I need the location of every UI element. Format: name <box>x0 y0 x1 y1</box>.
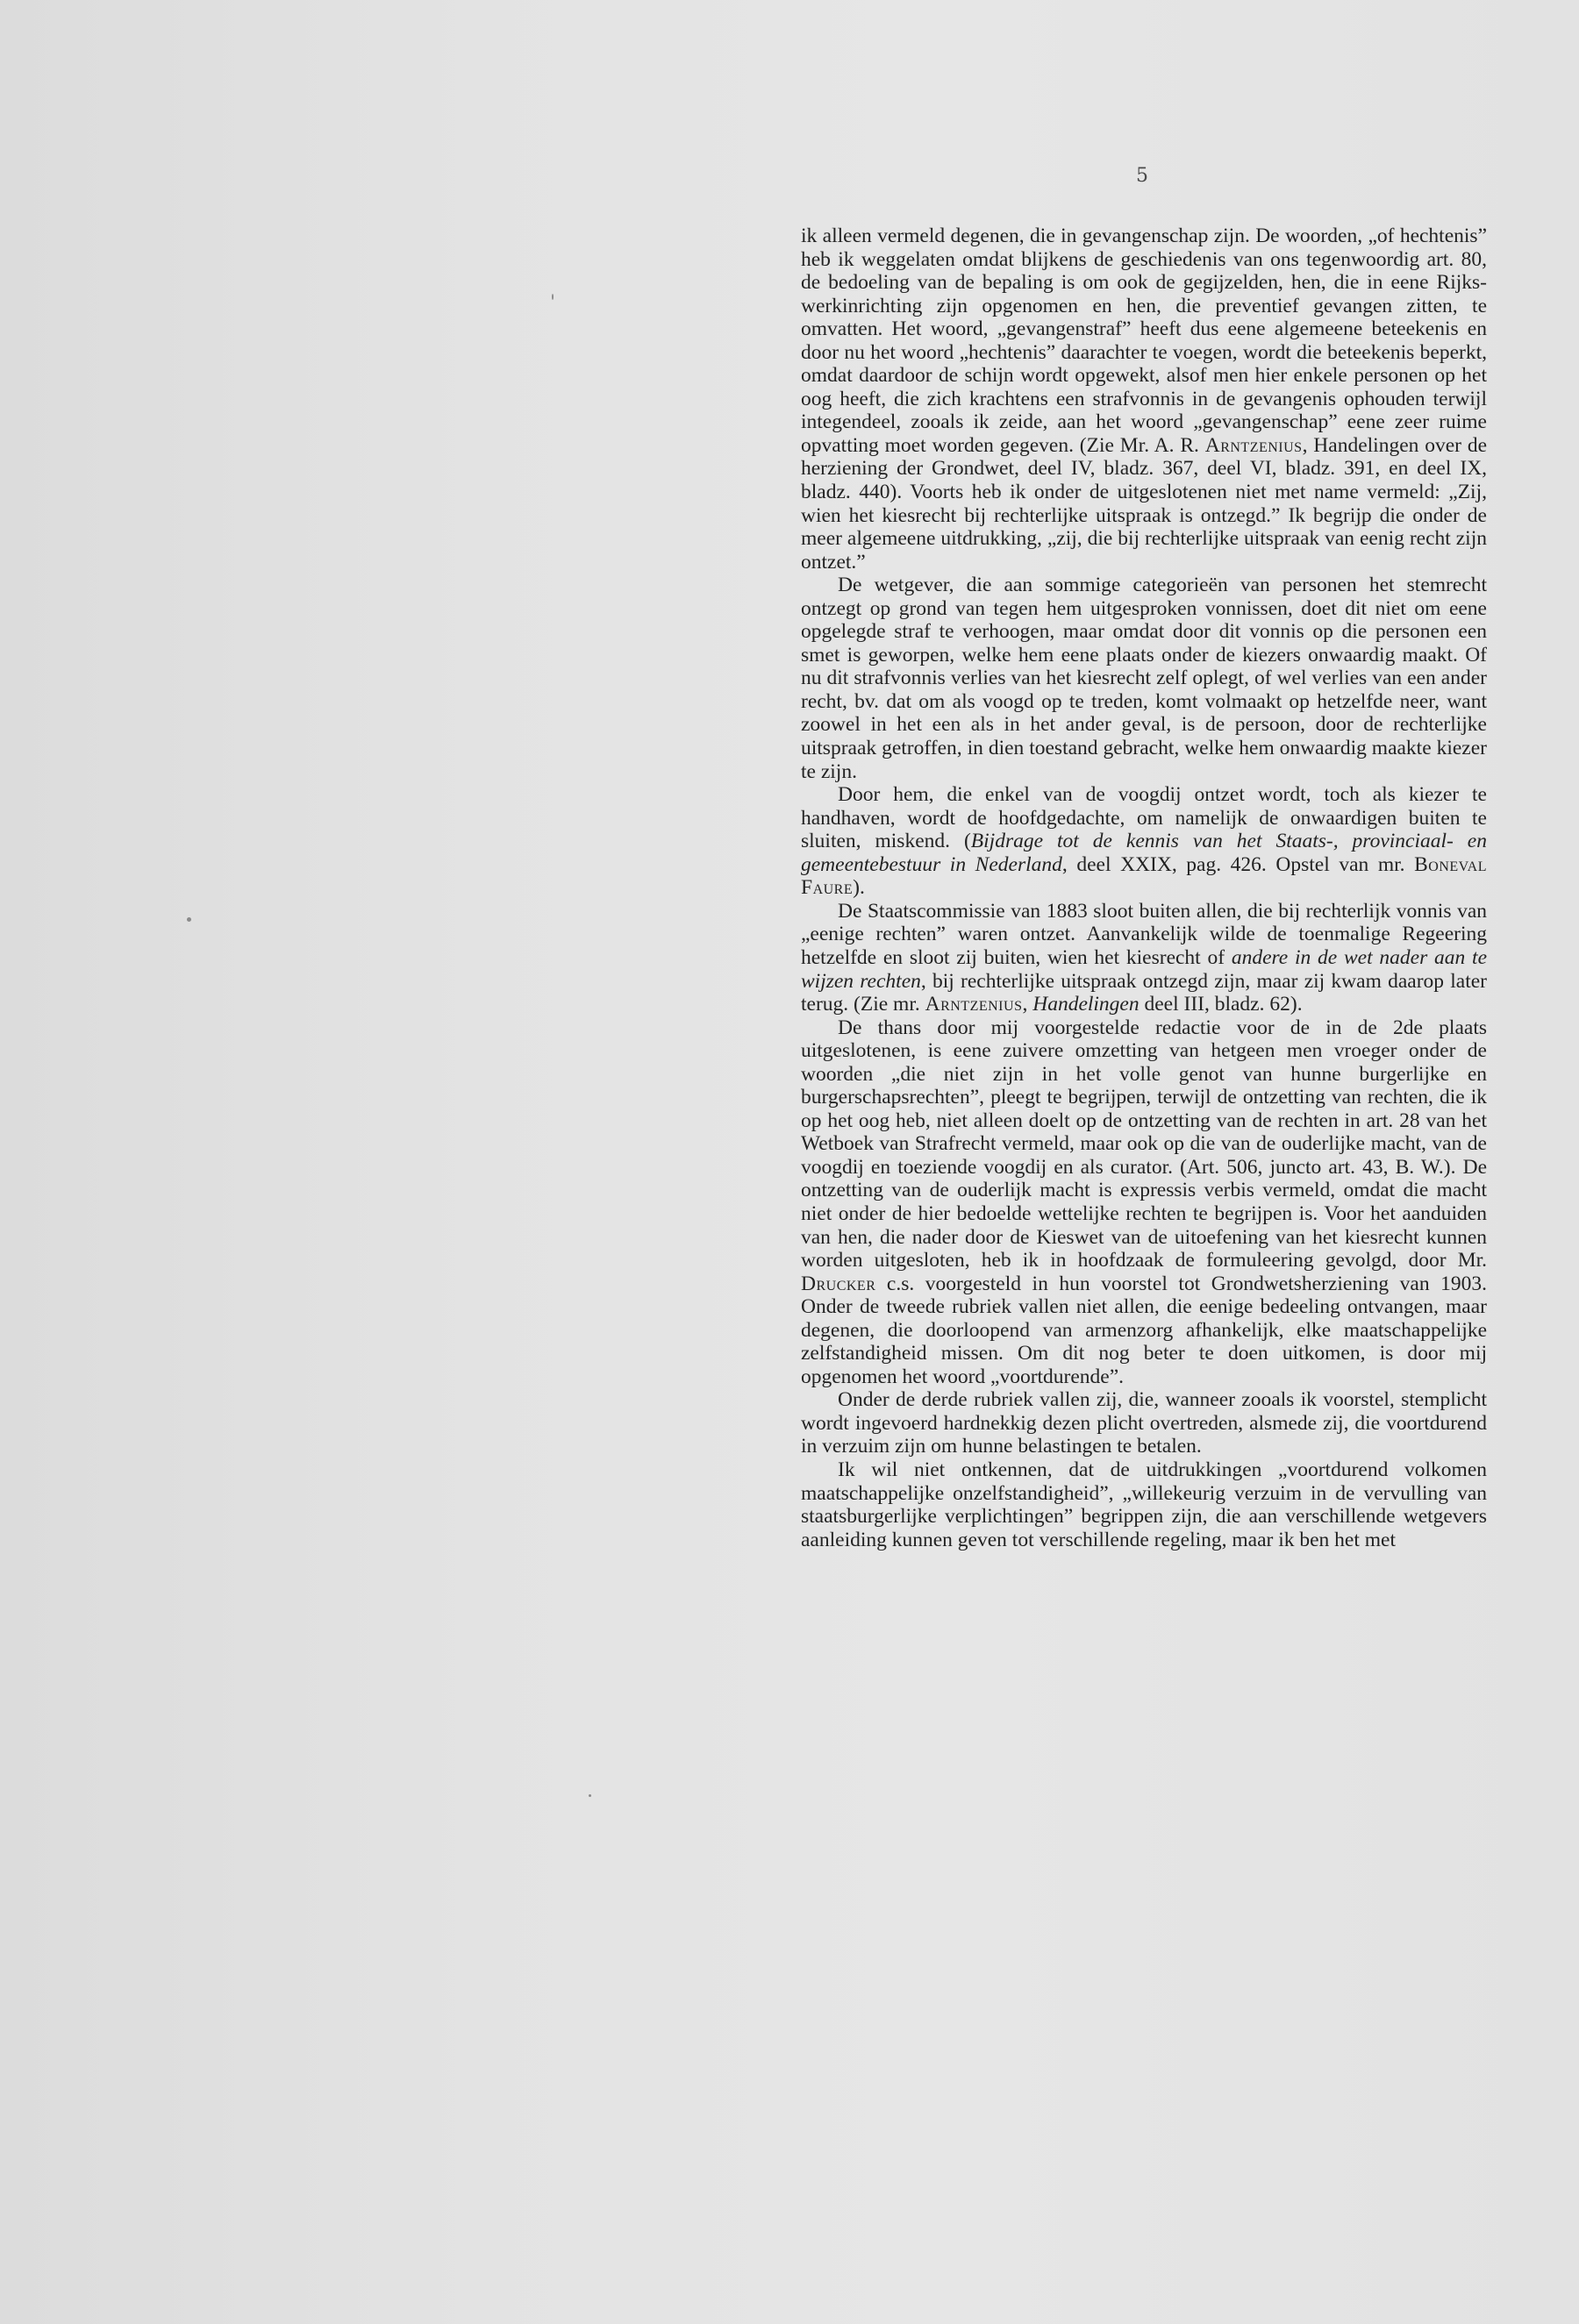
author-name: Drucker <box>801 1272 876 1295</box>
text-run: , Handelingen over de herziening der Grondwet, deel IV, bladz. 367, deel VI, bladz. 391, en deel IX, bladz. 440). Voorts heb ik onder de uitgeslotenen niet met name vermeld: „Zij, wien het kiesrecht bij rechterlijke uitspraak is ontzegd.” Ik begrijp die onder de meer algemeene uitdrukking, „zij, die bij rechterlijke uitspraak van eenig recht zijn ontzet.” <box>801 433 1487 574</box>
text-run: ik alleen vermeld degenen, die in gevangenschap zijn. De woorden, „of hechtenis” heb ik weggelaten omdat blijkens de geschiedenis van ons tegenwoordig art. 80, de bedoeling van de bepaling is om ook de gegijzelden, hen, die in eene Rijkswerkinrichting zijn opgenomen en hen, die preventief gevangen zitten, te omvatten. Het woord, „gevangenstraf” heeft dus eene algemeene beteekenis en door nu het woord „hechtenis” daarachter te voegen, wordt die beteekenis beperkt, omdat daardoor de schijn wordt opgewekt, alsof men hier enkele personen op het oog heeft, die zich krachtens een strafvonnis in de gevangenis ophouden terwijl integendeel, zooals ik zeide, aan het woord „gevangenschap” eene zeer ruime opvatting moet worden gegeven. (Zie Mr. A. R. <box>801 225 1487 457</box>
paragraph <box>801 1458 1487 1551</box>
page-number: 5 <box>1136 165 1148 187</box>
text-run: , <box>1022 993 1033 1016</box>
text-run: , bij rechterlijke uitspraak ontzegd zijn, maar zij kwam daarop later terug. (Zie mr. <box>801 969 1487 1016</box>
citation-title: andere in de wet nader aan te wijzen rechten <box>801 945 1487 993</box>
scan-speck <box>552 294 554 300</box>
text-run: De thans door mij voorgestelde redactie voor de in de 2de plaats uitgeslotenen, is eene zuivere omzetting van hetgeen men vroeger onder de woorden „die niet zijn in het volle genot van hunne burgerlijke en burgerschapsrechten”, pleegt te begrijpen, terwijl de ontzetting van rechten, die ik op het oog heb, niet alleen doelt op de ontzetting van de rechten in art. 28 van het Wetboek van Strafrecht vermeld, maar ook op die van de ouderlijke macht, van de voogdij en toeziende voogdij en als curator. (Art. 506, juncto art. 43, B. W.). De ontzetting van de ouderlijk macht is expressis verbis vermeld, omdat die macht niet onder de hier bedoelde wettelijke rechten te begrijpen is. Voor het aanduiden van hen, die nader door de Kieswet van de uitoefening van het kiesrecht kunnen worden uitgesloten, heb ik in hoofdzaak de formuleering gevolgd, door Mr. <box>801 1016 1487 1272</box>
paragraph <box>801 783 1487 900</box>
author-name: Arntzenius <box>1204 433 1303 457</box>
author-name: Arntzenius <box>925 993 1023 1016</box>
scan-speck <box>187 917 191 922</box>
paragraph <box>801 900 1487 1016</box>
text-run: Onder de derde rubriek vallen zij, die, wanneer zooals ik voorstel, stemplicht wordt ingevoerd hardnekkig dezen plicht overtreden, alsmede zij, die voortdurend in verzuim zijn om hunne belastingen te betalen. <box>801 1388 1487 1458</box>
author-name: Boneval Faure <box>801 852 1487 900</box>
text-run: , deel XXIX, pag. 426. Opstel van mr. <box>1061 852 1415 876</box>
paragraph <box>801 1388 1487 1458</box>
text-run: ). <box>853 876 865 900</box>
text-run: De wetgever, die aan sommige categorieën van personen het stemrecht ontzegt op grond van tegen hem uitgesproken vonnissen, doet dit niet om eene opgelegde straf te verhoogen, maar omdat door dit vonnis op die personen een smet is geworpen, welke hem eene plaats onder de kiezers onwaardig maakt. Of nu dit strafvonnis verlies van het kiesrecht zelf oplegt, of wel verlies van een ander recht, bv. dat om als voogd op te treden, komt volmaakt op hetzelfde neer, want zoowel in het een als in het ander geval, is de persoon, door de rechterlijke uitspraak getroffen, in dien toestand gebracht, welke hem onwaardig maakte kiezer te zijn. <box>801 574 1487 783</box>
text-run: Door hem, die enkel van de voogdij ontzet wordt, toch als kiezer te handhaven, wordt de hoofdgedachte, om namelijk de onwaardigen buiten te sluiten, miskend. ( <box>801 783 1487 853</box>
text-run: c.s. voorgesteld in hun voorstel tot Grondwetsherziening van 1903. Onder de tweede rubriek vallen niet allen, die eenige bedeeling ontvangen, maar degenen, die doorloopend van armenzorg afhankelijk, elke maatschappelijke zelfstandigheid missen. Om dit nog beter te doen uitkomen, is door mij opgenomen het woord „voortdurende”. <box>801 1272 1487 1388</box>
citation-title: Handelingen <box>1032 993 1140 1016</box>
text-run: deel III, bladz. 62). <box>1139 993 1303 1016</box>
text-run: De Staatscommissie van 1883 sloot buiten allen, die bij rechterlijk vonnis van „eenige rechten” waren ontzet. Aanvankelijk wilde de toenmalige Regeering hetzelfde en sloot zij buiten, wien het kiesrecht of <box>801 899 1487 969</box>
citation-title: Bijdrage tot de kennis van het Staats-, provinciaal- en gemeentebestuur in Nederland <box>801 830 1487 876</box>
text-run: Ik wil niet ontkennen, dat de uitdrukkingen „voortdurend volkomen maatschappelijke onzelfstandigheid”, „willekeurig verzuim in de vervulling van staatsburgerlijke verplichtingen” begrippen zijn, die aan verschillende wetgevers aanleiding kunnen geven tot verschillende regeling, maar ik ben het met <box>801 1458 1487 1551</box>
paragraph <box>801 1016 1487 1389</box>
paragraph <box>801 225 1487 574</box>
body-text <box>801 225 1487 1551</box>
paragraph <box>801 574 1487 783</box>
scan-speck <box>589 1794 591 1797</box>
